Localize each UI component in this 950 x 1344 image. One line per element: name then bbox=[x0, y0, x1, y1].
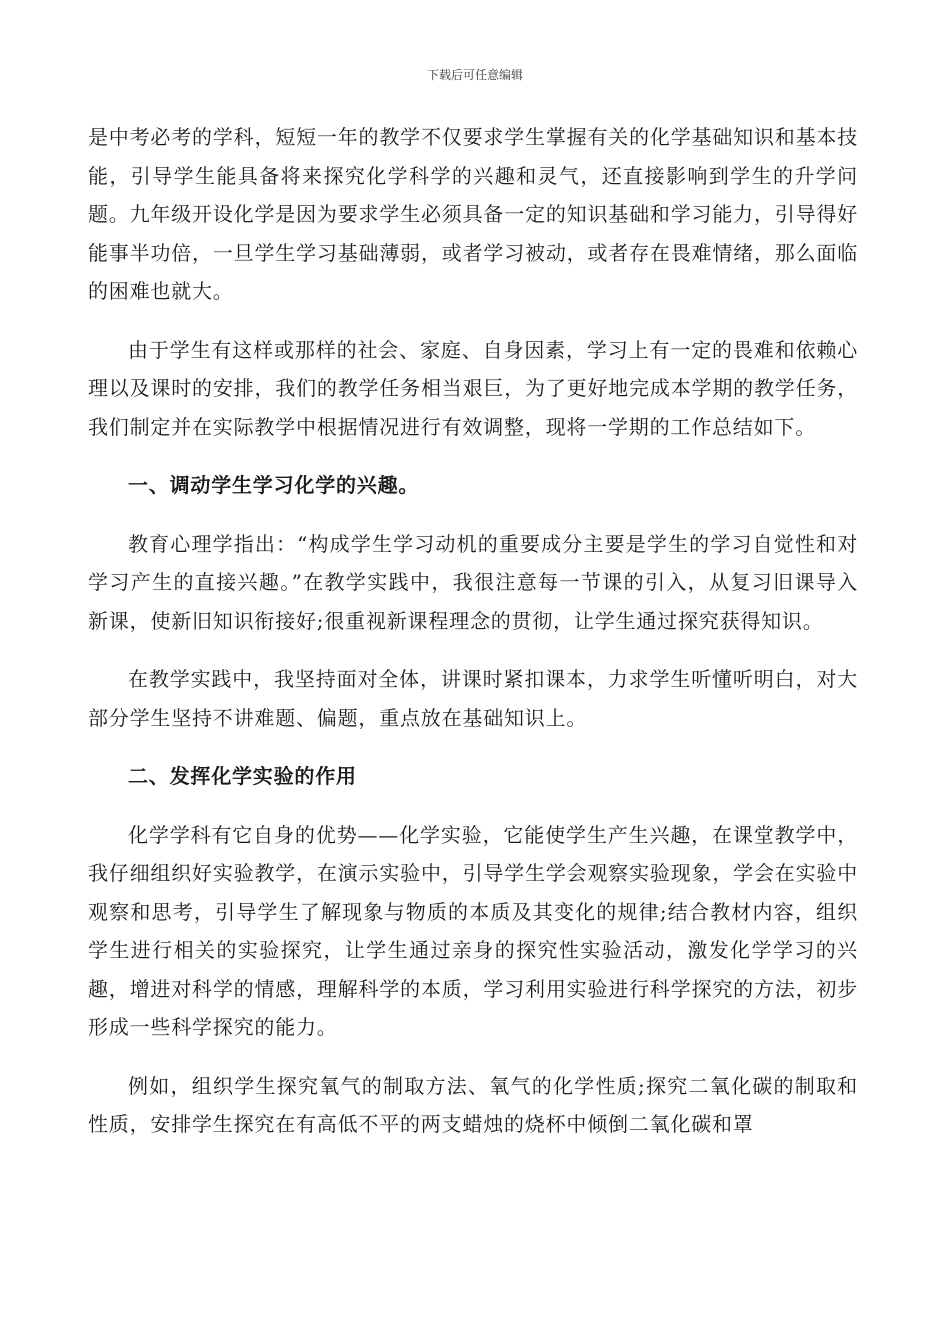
section-heading-1: 一、调动学生学习化学的兴趣。 bbox=[128, 473, 420, 497]
paragraph-background: 由于学生有这样或那样的社会、家庭、自身因素，学习上有一定的畏难和依赖心理以及课时的安排，我们的教学任务相当艰巨，为了更好地完成本学期的教学任务，我们制定并在实际教学中根据情况进行有效调整，现将一学期的工作总结如下。 bbox=[88, 337, 858, 439]
page-header: 下载后可任意编辑 bbox=[426, 68, 523, 82]
paragraph-teaching-practice: 在教学实践中，我坚持面对全体，讲课时紧扣课本，力求学生听懂听明白，对大部分学生坚持不讲难题、偏题，重点放在基础知识上。 bbox=[88, 667, 858, 730]
paragraph-examples: 例如，组织学生探究氧气的制取方法、氧气的化学性质;探究二氧化碳的制取和性质，安排学生探究在有高低不平的两支蜡烛的烧杯中倾倒二氧化碳和罩 bbox=[88, 1073, 858, 1136]
paragraph-experiments: 化学学科有它自身的优势——化学实验，它能使学生产生兴趣，在课堂教学中，我仔细组织好实验教学，在演示实验中，引导学生学会观察实验现象，学会在实验中观察和思考，引导学生了解现象与物质的本质及其变化的规律;结合教材内容，组织学生进行相关的实验探究，让学生通过亲身的探究性实验活动，激发化学学习的兴趣，增进对科学的情感，理解科学的本质，学习利用实验进行科学探究的方法，初步形成一些科学探究的能力。 bbox=[88, 822, 858, 1039]
section-heading-2: 二、发挥化学实验的作用 bbox=[128, 764, 357, 788]
paragraph-intro: 是中考必考的学科，短短一年的教学不仅要求学生掌握有关的化学基础知识和基本技能，引导学生能具备将来探究化学科学的兴趣和灵气，还直接影响到学生的升学问题。九年级开设化学是因为要求学生必须具备一定的知识基础和学习能力，引导得好能事半功倍，一旦学生学习基础薄弱，或者学习被动，或者存在畏难情绪，那么面临的困难也就大。 bbox=[88, 125, 858, 303]
paragraph-psychology: 教育心理学指出：“构成学生学习动机的重要成分主要是学生的学习自觉性和对学习产生的直接兴趣。”在教学实践中，我很注意每一节课的引入，从复习旧课导入新课，使新旧知识衔接好;很重视新课程理念的贯彻，让学生通过探究获得知识。 bbox=[88, 531, 858, 633]
document-body bbox=[88, 118, 858, 1164]
